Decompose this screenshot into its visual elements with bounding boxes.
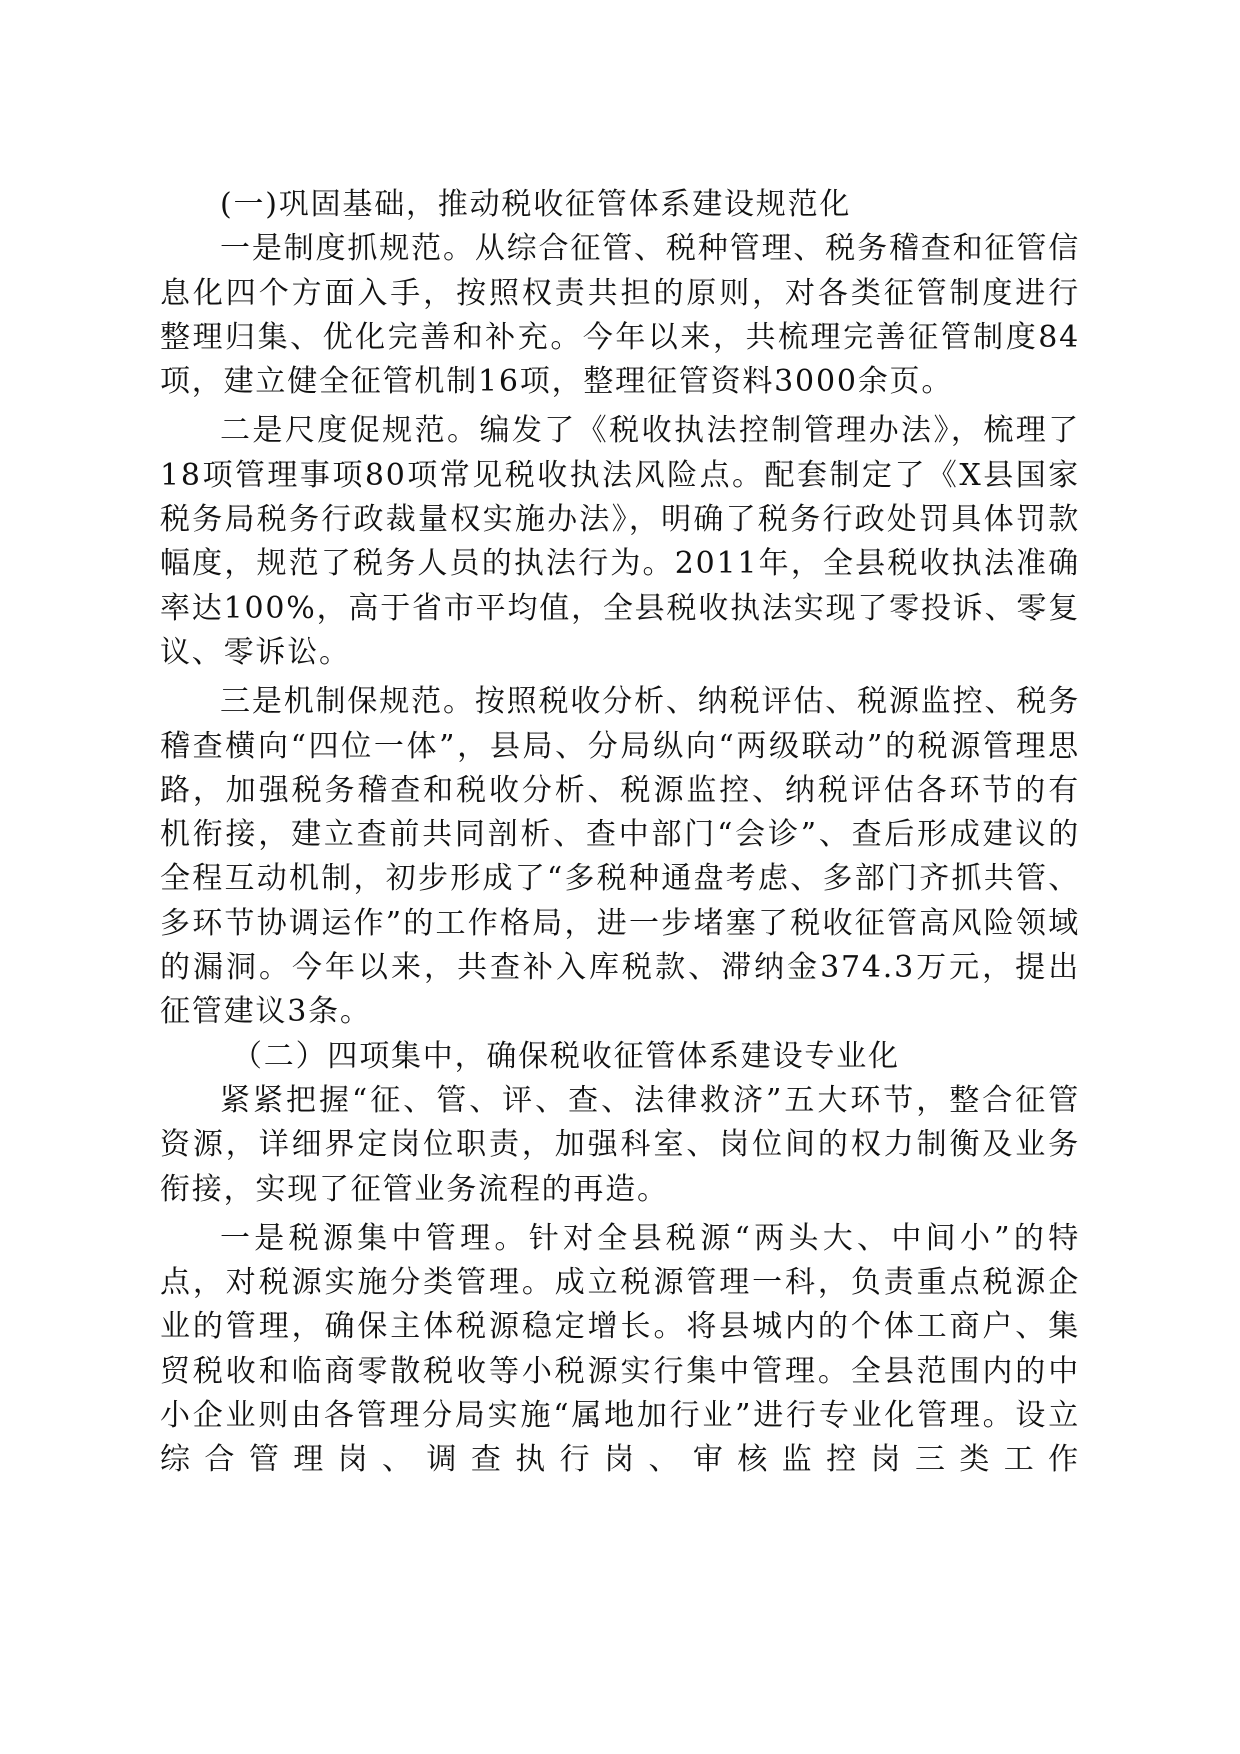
document-page [160, 183, 1080, 1483]
paragraph: 二是尺度促规范。编发了《税收执法控制管理办法》，梳理了18项管理事项80项常见税收执法风险点。配套制定了《X县国家税务局税务行政裁量权实施办法》，明确了税务行政处罚具体罚款幅度，规范了税务人员的执法行为。2011年，全县税收执法准确率达100%，高于省市平均值，全县税收执法实现了零投诉、零复议、零诉讼。 [160, 413, 1080, 670]
paragraph: 紧紧把握“征、管、评、查、法律救济”五大环节，整合征管资源，详细界定岗位职责，加强科室、岗位间的权力制衡及业务衔接，实现了征管业务流程的再造。 [160, 1082, 1080, 1207]
paragraph: 三是机制保规范。按照税收分析、纳税评估、税源监控、税务稽查横向“四位一体”，县局、分局纵向“两级联动”的税源管理思路，加强税务稽查和税收分析、税源监控、纳税评估各环节的有机衔接，建立查前共同剖析、查中部门“会诊”、查后形成建议的全程互动机制，初步形成了“多税种通盘考虑、多部门齐抓共管、多环节协调运作”的工作格局，进一步堵塞了税收征管高风险领域的漏洞。今年以来，共查补入库税款、滞纳金374.3万元，提出征管建议3条。 [160, 684, 1080, 1030]
section-heading: (一)巩固基础，推动税收征管体系建设规范化 [220, 187, 852, 222]
paragraph: 一是税源集中管理。针对全县税源“两头大、中间小”的特点，对税源实施分类管理。成立税源管理一科，负责重点税源企业的管理，确保主体税源稳定增长。将县城内的个体工商户、集贸税收和临商零散税收等小税源实行集中管理。全县范围内的中小企业则由各管理分局实施“属地加行业”进行专业化管理。设立综合管理岗、调查执行岗、审核监控岗三类工作 [160, 1220, 1080, 1478]
paragraph: 一是制度抓规范。从综合征管、税种管理、税务稽查和征管信息化四个方面入手，按照权责共担的原则，对各类征管制度进行整理归集、优化完善和补充。今年以来，共梳理完善征管制度84项，建立健全征管机制16项，整理征管资料3000余页。 [160, 231, 1080, 400]
section-heading: （二）四项集中，确保税收征管体系建设专业化 [232, 1038, 900, 1074]
